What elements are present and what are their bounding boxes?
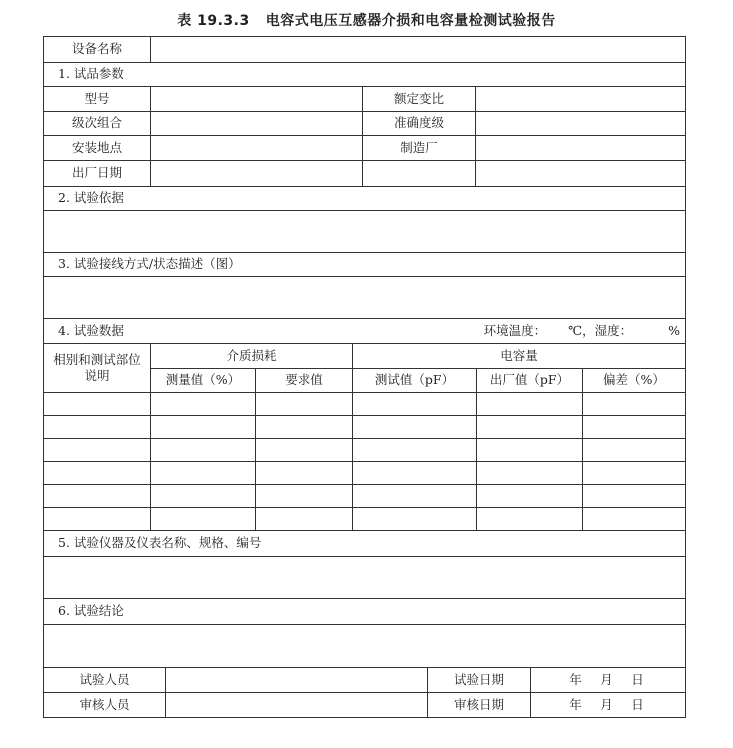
loss-measured-cell[interactable] xyxy=(151,416,255,438)
manufacture-date-label: 出厂日期 xyxy=(71,165,122,181)
table-number: 表 19.3.3 xyxy=(177,13,250,29)
cap-measured-cell[interactable] xyxy=(353,416,476,438)
reviewer-label: 审核人员 xyxy=(79,696,130,712)
section-4-heading: 4. 试验数据 xyxy=(58,322,124,338)
model-label: 型号 xyxy=(84,90,110,106)
phase-cell[interactable] xyxy=(44,393,150,415)
test-basis-field[interactable] xyxy=(44,211,685,252)
review-date-label: 审核日期 xyxy=(453,696,504,712)
section-3-heading: 3. 试验接线方式/状态描述（图） xyxy=(58,256,241,272)
phase-cell[interactable] xyxy=(44,508,150,530)
cap-measured-cell[interactable] xyxy=(353,393,476,415)
loss-measured-cell[interactable] xyxy=(151,508,255,530)
cap-deviation-header: 偏差（%） xyxy=(603,372,665,388)
phase-header: 相别和测试部位说明 xyxy=(53,351,141,383)
loss-required-cell[interactable] xyxy=(256,439,352,461)
cap-deviation-cell[interactable] xyxy=(583,462,685,484)
cap-measured-cell[interactable] xyxy=(353,439,476,461)
device-name-label: 设备名称 xyxy=(71,41,122,57)
cap-deviation-cell[interactable] xyxy=(583,393,685,415)
rated-ratio-field[interactable] xyxy=(476,87,685,111)
phase-cell[interactable] xyxy=(44,462,150,484)
loss-required-cell[interactable] xyxy=(256,416,352,438)
loss-measured-header: 测量值（%） xyxy=(165,372,241,388)
accuracy-class-label: 准确度级 xyxy=(393,115,444,131)
cap-deviation-cell[interactable] xyxy=(583,416,685,438)
manufacturer-field[interactable] xyxy=(476,136,685,160)
cap-factory-cell[interactable] xyxy=(477,439,582,461)
device-name-field[interactable] xyxy=(151,37,685,62)
cap-factory-cell[interactable] xyxy=(477,485,582,507)
loss-required-cell[interactable] xyxy=(256,485,352,507)
loss-measured-cell[interactable] xyxy=(151,462,255,484)
cap-measured-cell[interactable] xyxy=(353,462,476,484)
cap-measured-header: 测试值（pF） xyxy=(374,372,455,388)
temp-label: 环境温度： xyxy=(483,322,547,338)
manufacturer-label: 制造厂 xyxy=(400,139,438,155)
loss-required-cell[interactable] xyxy=(256,393,352,415)
cap-factory-cell[interactable] xyxy=(477,416,582,438)
level-combo-label: 级次组合 xyxy=(71,115,122,131)
manufacture-date-field[interactable] xyxy=(151,161,362,186)
instruments-field[interactable] xyxy=(44,557,685,598)
loss-measured-cell[interactable] xyxy=(151,439,255,461)
cap-deviation-cell[interactable] xyxy=(583,485,685,507)
loss-required-cell[interactable] xyxy=(256,508,352,530)
capacitance-group-header: 电容量 xyxy=(500,347,538,363)
tester-label: 试验人员 xyxy=(79,671,130,687)
test-date-label: 试验日期 xyxy=(453,671,504,687)
cap-deviation-cell[interactable] xyxy=(583,508,685,530)
cap-measured-cell[interactable] xyxy=(353,485,476,507)
section-1-heading: 1. 试品参数 xyxy=(58,66,124,82)
tester-field[interactable] xyxy=(166,668,427,692)
rated-ratio-label: 额定变比 xyxy=(393,90,444,106)
environment-conditions xyxy=(444,319,680,343)
loss-group-header: 介质损耗 xyxy=(226,347,277,363)
accuracy-class-field[interactable] xyxy=(476,112,685,135)
title-text: 电容式电压互感器介损和电容量检测试验报告 xyxy=(265,13,556,29)
cap-deviation-cell[interactable] xyxy=(583,439,685,461)
section-2-heading: 2. 试验依据 xyxy=(58,190,124,206)
phase-cell[interactable] xyxy=(44,416,150,438)
section-5-heading: 5. 试验仪器及仪表名称、规格、编号 xyxy=(58,535,262,551)
cap-factory-cell[interactable] xyxy=(477,508,582,530)
loss-measured-cell[interactable] xyxy=(151,393,255,415)
loss-required-cell[interactable] xyxy=(256,462,352,484)
temp-unit: ℃，湿度： xyxy=(568,322,633,338)
cap-factory-cell[interactable] xyxy=(477,462,582,484)
install-location-field[interactable] xyxy=(151,136,362,160)
wiring-description-field[interactable] xyxy=(44,277,685,318)
loss-required-header: 要求值 xyxy=(285,372,323,388)
review-date-field[interactable]: 年 月 日 xyxy=(569,696,647,712)
model-field[interactable] xyxy=(151,87,362,111)
level-combo-field[interactable] xyxy=(151,112,362,135)
cap-factory-header: 出厂值（pF） xyxy=(489,372,570,388)
test-date-field[interactable]: 年 月 日 xyxy=(569,671,647,687)
reviewer-field[interactable] xyxy=(166,693,427,717)
loss-measured-cell[interactable] xyxy=(151,485,255,507)
install-location-label: 安装地点 xyxy=(71,139,122,155)
phase-cell[interactable] xyxy=(44,485,150,507)
humidity-unit: % xyxy=(668,322,680,338)
phase-cell[interactable] xyxy=(44,439,150,461)
cap-measured-cell[interactable] xyxy=(353,508,476,530)
conclusion-field[interactable] xyxy=(44,625,685,667)
section-6-heading: 6. 试验结论 xyxy=(58,603,124,619)
cap-factory-cell[interactable] xyxy=(477,393,582,415)
